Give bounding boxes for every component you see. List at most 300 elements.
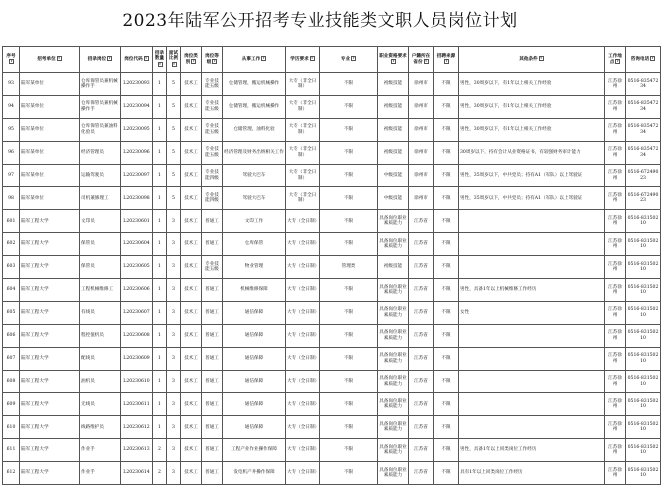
cell-edu: 大专（全日制） <box>286 256 320 279</box>
table-row <box>3 416 661 439</box>
cell-phone: 0516-83150210 <box>626 256 661 279</box>
filter-dropdown-icon[interactable]: ▾ <box>193 59 195 63</box>
table-row <box>3 73 661 96</box>
cell-seq: 98 <box>3 187 20 210</box>
cell-major: 不限 <box>320 279 378 302</box>
column-header-work[interactable] <box>223 47 286 73</box>
cell-work: 工程产业作业操作保障 <box>223 439 286 462</box>
cell-code: L20230601 <box>121 210 153 233</box>
column-header-label: 其他条件 <box>519 57 538 63</box>
cell-level: 普通工 <box>202 233 223 256</box>
cell-place: 江苏徐州 <box>605 118 626 141</box>
table-row <box>3 324 661 347</box>
filter-dropdown-icon[interactable]: ▾ <box>651 56 654 61</box>
cell-ratio: 5 <box>167 141 181 164</box>
cell-num: 1 <box>153 95 167 118</box>
cell-type: 技术工 <box>181 416 202 439</box>
cell-num: 1 <box>153 324 167 347</box>
cell-type: 技术工 <box>181 187 202 210</box>
cell-phone: 0516-83150210 <box>626 279 661 302</box>
filter-dropdown-icon[interactable]: ▾ <box>262 56 265 61</box>
cell-major: 不限 <box>320 118 378 141</box>
cell-work: 通信保障 <box>223 324 286 347</box>
cell-source: 不限 <box>434 279 459 302</box>
cell-post: 工程机械维修工 <box>80 279 121 302</box>
cell-ratio: 3 <box>167 233 181 256</box>
cell-post: 保管员 <box>80 256 121 279</box>
cell-level: 普通工 <box>202 439 223 462</box>
cell-cert: 具备岗位职业素质能力 <box>378 233 409 256</box>
header-row <box>3 47 661 73</box>
cell-major: 不限 <box>320 73 378 96</box>
column-header-place[interactable] <box>605 47 626 73</box>
cell-seq: 608 <box>3 370 20 393</box>
cell-ratio: 3 <box>167 462 181 485</box>
column-header-num[interactable] <box>153 47 167 73</box>
cell-major: 不限 <box>320 370 378 393</box>
cell-place: 江苏徐州 <box>605 301 626 324</box>
cell-unit: 陆军工程大学 <box>20 370 80 393</box>
cell-phone: 0516-83150210 <box>626 393 661 416</box>
column-header-label: 招录数量 <box>154 50 165 62</box>
cell-unit: 陆军某单位 <box>20 164 80 187</box>
cell-seq: 604 <box>3 279 20 302</box>
cell-unit: 陆军工程大学 <box>20 462 80 485</box>
table-row <box>3 187 661 210</box>
cell-num: 2 <box>153 462 167 485</box>
cell-post: 运输驾驶员 <box>80 164 121 187</box>
column-header-label: 岗位类别 <box>184 53 198 65</box>
cell-other: 30周岁以下，持有会计从业资格证书，有较强财务审计能力 <box>459 141 605 164</box>
cell-major: 不限 <box>320 141 378 164</box>
cell-code: L20230097 <box>121 164 153 187</box>
cell-code: L20230096 <box>121 141 153 164</box>
cell-post: 经济管理员 <box>80 141 121 164</box>
cell-place: 江苏徐州 <box>605 370 626 393</box>
cell-ratio: 5 <box>167 187 181 210</box>
column-header-other[interactable] <box>459 47 605 73</box>
cell-type: 技术工 <box>181 393 202 416</box>
column-header-label: 岗位等级 <box>205 53 219 65</box>
cell-seq: 607 <box>3 347 20 370</box>
cell-work: 通信保障 <box>223 416 286 439</box>
cell-type: 技术工 <box>181 439 202 462</box>
filter-dropdown-icon[interactable]: ▾ <box>425 59 427 63</box>
cell-ratio: 5 <box>167 164 181 187</box>
cell-prov: 江苏省 <box>409 279 434 302</box>
cell-edu: 大专（全日制） <box>286 324 320 347</box>
cell-other <box>459 210 605 233</box>
cell-cert: 初级技能 <box>378 256 409 279</box>
cell-prov: 江苏省 <box>409 416 434 439</box>
cell-type: 技术工 <box>181 324 202 347</box>
positions-table <box>2 46 661 485</box>
table-row <box>3 141 661 164</box>
cell-post: 文印员 <box>80 210 121 233</box>
cell-source: 不限 <box>434 324 459 347</box>
cell-code: L20230098 <box>121 187 153 210</box>
cell-unit: 陆军某单位 <box>20 95 80 118</box>
table-row <box>3 370 661 393</box>
cell-source: 不限 <box>434 141 459 164</box>
cell-work: 仓储管理，搬运机械操作 <box>223 73 286 96</box>
cell-phone: 0516-83150210 <box>626 210 661 233</box>
page-title: 2023年陆军公开招考专业技能类文职人员岗位计划 <box>122 11 518 31</box>
cell-type: 技术工 <box>181 164 202 187</box>
column-header-label: 招录岗位 <box>87 57 107 63</box>
cell-prov: 江苏省 <box>409 233 434 256</box>
cell-code: L20230613 <box>121 439 153 462</box>
cell-major: 不限 <box>320 233 378 256</box>
filter-dropdown-icon[interactable]: ▾ <box>173 61 175 66</box>
cell-place: 江苏徐州 <box>605 256 626 279</box>
cell-type: 技术工 <box>181 73 202 96</box>
column-header-edu[interactable] <box>286 47 320 73</box>
cell-cert: 初级技能 <box>378 95 409 118</box>
cell-cert: 具备岗位职业素质能力 <box>378 279 409 302</box>
table-row <box>3 462 661 485</box>
cell-level: 普通工 <box>202 324 223 347</box>
cell-level: 专业技能五级 <box>202 141 223 164</box>
cell-edu: 大专（全日制） <box>286 210 320 233</box>
cell-prov: 江苏省 <box>409 462 434 485</box>
cell-cert: 具备岗位职业素质能力 <box>378 347 409 370</box>
cell-source: 不限 <box>434 73 459 96</box>
cell-place: 江苏徐州 <box>605 187 626 210</box>
cell-num: 1 <box>153 416 167 439</box>
cell-level: 普通工 <box>202 370 223 393</box>
cell-phone: 0516-83150210 <box>626 324 661 347</box>
cell-level: 专业技能五级 <box>202 73 223 96</box>
cell-type: 技术工 <box>181 118 202 141</box>
cell-cert: 具备岗位职业素质能力 <box>378 324 409 347</box>
cell-unit: 陆军工程大学 <box>20 301 80 324</box>
column-header-label: 学历要求 <box>290 57 309 63</box>
cell-type: 技术工 <box>181 95 202 118</box>
cell-work: 机械维修保障 <box>223 279 286 302</box>
table-row <box>3 256 661 279</box>
cell-phone: 0516-83150210 <box>626 370 661 393</box>
cell-num: 1 <box>153 393 167 416</box>
cell-source: 不限 <box>434 462 459 485</box>
cell-source: 不限 <box>434 439 459 462</box>
cell-prov: 徐州市 <box>409 141 434 164</box>
cell-source: 不限 <box>434 233 459 256</box>
cell-work: 驾驶大巴车 <box>223 164 286 187</box>
cell-other: 男性，35周岁以下，中共党员；持有A1（军队）以上驾驶证 <box>459 164 605 187</box>
cell-cert: 具备岗位职业素质能力 <box>378 393 409 416</box>
cell-post: 仓库保管员兼机械操作手 <box>80 95 121 118</box>
column-header-cert[interactable] <box>378 47 409 73</box>
cell-post: 司机兼修理工 <box>80 187 121 210</box>
cell-other <box>459 324 605 347</box>
cell-seq: 601 <box>3 210 20 233</box>
cell-source: 不限 <box>434 164 459 187</box>
cell-num: 1 <box>153 233 167 256</box>
cell-place: 江苏徐州 <box>605 210 626 233</box>
cell-prov: 江苏省 <box>409 301 434 324</box>
filter-dropdown-icon[interactable]: ▾ <box>159 61 161 66</box>
cell-num: 1 <box>153 118 167 141</box>
cell-edu: 大专（全日制） <box>286 301 320 324</box>
cell-ratio: 3 <box>167 279 181 302</box>
cell-major: 管理类 <box>320 256 378 279</box>
column-header-type[interactable] <box>181 47 202 73</box>
cell-cert: 具备岗位职业素质能力 <box>378 439 409 462</box>
cell-num: 1 <box>153 347 167 370</box>
cell-unit: 陆军工程大学 <box>20 393 80 416</box>
cell-place: 江苏徐州 <box>605 95 626 118</box>
cell-source: 不限 <box>434 118 459 141</box>
cell-phone: 0516-67249023 <box>626 164 661 187</box>
column-header-seq[interactable] <box>3 47 20 73</box>
cell-work: 仓库保管 <box>223 233 286 256</box>
cell-cert: 具备岗位职业素质能力 <box>378 301 409 324</box>
cell-other: 男性，具备1年以上同类岗位工作经历 <box>459 439 605 462</box>
cell-work: 通信保障 <box>223 301 286 324</box>
cell-type: 技术工 <box>181 279 202 302</box>
cell-prov: 徐州市 <box>409 95 434 118</box>
cell-num: 1 <box>153 210 167 233</box>
table-row <box>3 439 661 462</box>
column-header-label: 面试比例 <box>168 50 179 62</box>
cell-work: 文印工作 <box>223 210 286 233</box>
cell-cert: 具备岗位职业素质能力 <box>378 370 409 393</box>
cell-level: 普通工 <box>202 347 223 370</box>
table-row <box>3 393 661 416</box>
cell-type: 技术工 <box>181 301 202 324</box>
cell-type: 技术工 <box>181 462 202 485</box>
cell-code: L20230612 <box>121 416 153 439</box>
column-header-prov[interactable] <box>409 47 434 73</box>
cell-code: L20230611 <box>121 393 153 416</box>
cell-seq: 93 <box>3 73 20 96</box>
column-header-post[interactable] <box>80 47 121 73</box>
cell-ratio: 5 <box>167 118 181 141</box>
cell-cert: 具备岗位职业素质能力 <box>378 210 409 233</box>
cell-phone: 0516-83547234 <box>626 118 661 141</box>
cell-work: 通信保障 <box>223 370 286 393</box>
cell-phone: 0516-83547234 <box>626 141 661 164</box>
cell-unit: 陆军工程大学 <box>20 439 80 462</box>
table-row <box>3 210 661 233</box>
column-header-label: 专业 <box>340 57 351 63</box>
cell-unit: 陆军工程大学 <box>20 233 80 256</box>
table-row <box>3 233 661 256</box>
column-header-unit[interactable] <box>20 47 80 73</box>
column-header-level[interactable] <box>202 47 223 73</box>
cell-other <box>459 393 605 416</box>
cell-major: 不限 <box>320 439 378 462</box>
cell-code: L20230094 <box>121 95 153 118</box>
cell-edu: 大专（非全日制） <box>286 164 320 187</box>
table-row <box>3 118 661 141</box>
cell-num: 1 <box>153 141 167 164</box>
cell-work: 通信保障 <box>223 347 286 370</box>
filter-dropdown-icon[interactable]: ▾ <box>445 59 448 63</box>
cell-code: L20230606 <box>121 279 153 302</box>
cell-work: 仓储管理，搬运机械操作 <box>223 95 286 118</box>
cell-place: 江苏徐州 <box>605 233 626 256</box>
cell-major: 不限 <box>320 393 378 416</box>
cell-code: L20230609 <box>121 347 153 370</box>
cell-unit: 陆军工程大学 <box>20 416 80 439</box>
cell-num: 1 <box>153 370 167 393</box>
filter-dropdown-icon[interactable]: ▾ <box>617 59 619 63</box>
cell-prov: 徐州市 <box>409 164 434 187</box>
cell-unit: 陆军工程大学 <box>20 347 80 370</box>
cell-unit: 陆军某单位 <box>20 187 80 210</box>
cell-level: 专业技能四级 <box>202 187 223 210</box>
cell-major: 不限 <box>320 347 378 370</box>
cell-seq: 606 <box>3 324 20 347</box>
filter-dropdown-icon[interactable]: ▾ <box>540 56 542 61</box>
column-header-code[interactable] <box>121 47 153 73</box>
cell-seq: 95 <box>3 118 20 141</box>
cell-post: 程控值机员 <box>80 324 121 347</box>
cell-code: L20230605 <box>121 256 153 279</box>
column-header-ratio[interactable] <box>167 47 181 73</box>
column-header-label: 职业资格要求 <box>379 53 407 59</box>
column-header-label: 从事工作 <box>241 57 261 63</box>
cell-ratio: 5 <box>167 73 181 96</box>
cell-prov: 徐州市 <box>409 187 434 210</box>
cell-post: 作业手 <box>80 462 121 485</box>
cell-num: 1 <box>153 279 167 302</box>
cell-num: 1 <box>153 256 167 279</box>
cell-place: 江苏徐州 <box>605 141 626 164</box>
cell-type: 技术工 <box>181 347 202 370</box>
cell-code: L20230604 <box>121 233 153 256</box>
cell-other: 具有1年以上同类岗位工作经历 <box>459 462 605 485</box>
cell-type: 技术工 <box>181 233 202 256</box>
cell-num: 1 <box>153 187 167 210</box>
cell-type: 技术工 <box>181 210 202 233</box>
column-header-source[interactable] <box>434 47 459 73</box>
cell-code: L20230608 <box>121 324 153 347</box>
cell-major: 不限 <box>320 301 378 324</box>
cell-level: 普通工 <box>202 393 223 416</box>
cell-ratio: 3 <box>167 301 181 324</box>
cell-code: L20230095 <box>121 118 153 141</box>
filter-dropdown-icon[interactable]: ▾ <box>58 56 60 61</box>
column-header-label: 工作地点 <box>608 53 622 65</box>
cell-level: 普通工 <box>202 416 223 439</box>
cell-cert: 中级技能 <box>378 164 409 187</box>
cell-source: 不限 <box>434 95 459 118</box>
cell-cert: 初级技能 <box>378 118 409 141</box>
cell-place: 江苏徐州 <box>605 73 626 96</box>
cell-seq: 94 <box>3 95 20 118</box>
cell-ratio: 3 <box>167 324 181 347</box>
cell-cert: 初级技能 <box>378 141 409 164</box>
cell-num: 1 <box>153 73 167 96</box>
cell-seq: 609 <box>3 393 20 416</box>
cell-unit: 陆军工程大学 <box>20 210 80 233</box>
cell-code: L20230614 <box>121 462 153 485</box>
cell-unit: 陆军工程大学 <box>20 324 80 347</box>
cell-major: 不限 <box>320 210 378 233</box>
filter-dropdown-icon[interactable]: ▾ <box>145 56 147 61</box>
cell-edu: 大专（全日制） <box>286 439 320 462</box>
cell-prov: 江苏省 <box>409 347 434 370</box>
table-body <box>3 73 661 485</box>
column-header-label: 序号 <box>6 53 16 59</box>
column-header-phone[interactable] <box>626 47 661 73</box>
filter-dropdown-icon[interactable]: ▾ <box>214 59 216 63</box>
cell-edu: 大专（非全日制） <box>286 187 320 210</box>
cell-prov: 江苏省 <box>409 439 434 462</box>
cell-ratio: 3 <box>167 210 181 233</box>
cell-post: 作业手 <box>80 439 121 462</box>
table-row <box>3 301 661 324</box>
cell-edu: 大专（全日制） <box>286 416 320 439</box>
cell-major: 不限 <box>320 462 378 485</box>
table-row <box>3 347 661 370</box>
cell-work: 仓储管理，油料化验 <box>223 118 286 141</box>
cell-seq: 610 <box>3 416 20 439</box>
cell-place: 江苏徐州 <box>605 416 626 439</box>
cell-work: 发电机产井操作保障 <box>223 462 286 485</box>
cell-place: 江苏徐州 <box>605 439 626 462</box>
cell-phone: 0516-83150210 <box>626 416 661 439</box>
table-row <box>3 279 661 302</box>
cell-major: 不限 <box>320 416 378 439</box>
cell-ratio: 3 <box>167 347 181 370</box>
cell-code: L20230610 <box>121 370 153 393</box>
cell-post: 保管员 <box>80 233 121 256</box>
cell-phone: 0516-83150210 <box>626 347 661 370</box>
cell-major: 不限 <box>320 164 378 187</box>
cell-level: 专业技能四级 <box>202 164 223 187</box>
cell-unit: 陆军某单位 <box>20 73 80 96</box>
column-header-label: 户籍所在省份 <box>411 53 431 65</box>
cell-level: 专业技能五级 <box>202 256 223 279</box>
cell-edu: 大专（全日制） <box>286 370 320 393</box>
cell-other <box>459 416 605 439</box>
cell-level: 专业技能五级 <box>202 118 223 141</box>
cell-ratio: 3 <box>167 393 181 416</box>
cell-cert: 中级技能 <box>378 187 409 210</box>
cell-ratio: 5 <box>167 95 181 118</box>
cell-work: 经济管理及财务出纳相关工作 <box>223 141 286 164</box>
filter-dropdown-icon[interactable]: ▾ <box>352 56 355 61</box>
cell-source: 不限 <box>434 187 459 210</box>
column-header-label: 咨询电话 <box>630 57 650 63</box>
cell-phone: 0516-83150210 <box>626 462 661 485</box>
cell-other: 男性，30周岁以下，有1年以上相关工作经验 <box>459 118 605 141</box>
cell-post: 线路维护员 <box>80 416 121 439</box>
filter-dropdown-icon[interactable]: ▾ <box>10 59 13 63</box>
cell-place: 江苏徐州 <box>605 393 626 416</box>
column-header-label: 岗位代码 <box>124 57 143 63</box>
column-header-major[interactable] <box>320 47 378 73</box>
cell-ratio: 3 <box>167 370 181 393</box>
cell-num: 2 <box>153 439 167 462</box>
cell-work: 驾驶大巴车 <box>223 187 286 210</box>
cell-major: 不限 <box>320 187 378 210</box>
cell-other: 男性，具备1年以上机械维修工作经历 <box>459 279 605 302</box>
cell-type: 技术工 <box>181 141 202 164</box>
filter-dropdown-icon[interactable]: ▾ <box>108 56 111 61</box>
cell-edu: 大专（非全日制） <box>286 118 320 141</box>
cell-major: 不限 <box>320 324 378 347</box>
filter-dropdown-icon[interactable]: ▾ <box>392 59 395 63</box>
cell-other <box>459 233 605 256</box>
filter-dropdown-icon[interactable]: ▾ <box>311 56 313 61</box>
cell-phone: 0516-83150210 <box>626 233 661 256</box>
cell-post: 仓库保管员兼机械操作手 <box>80 73 121 96</box>
